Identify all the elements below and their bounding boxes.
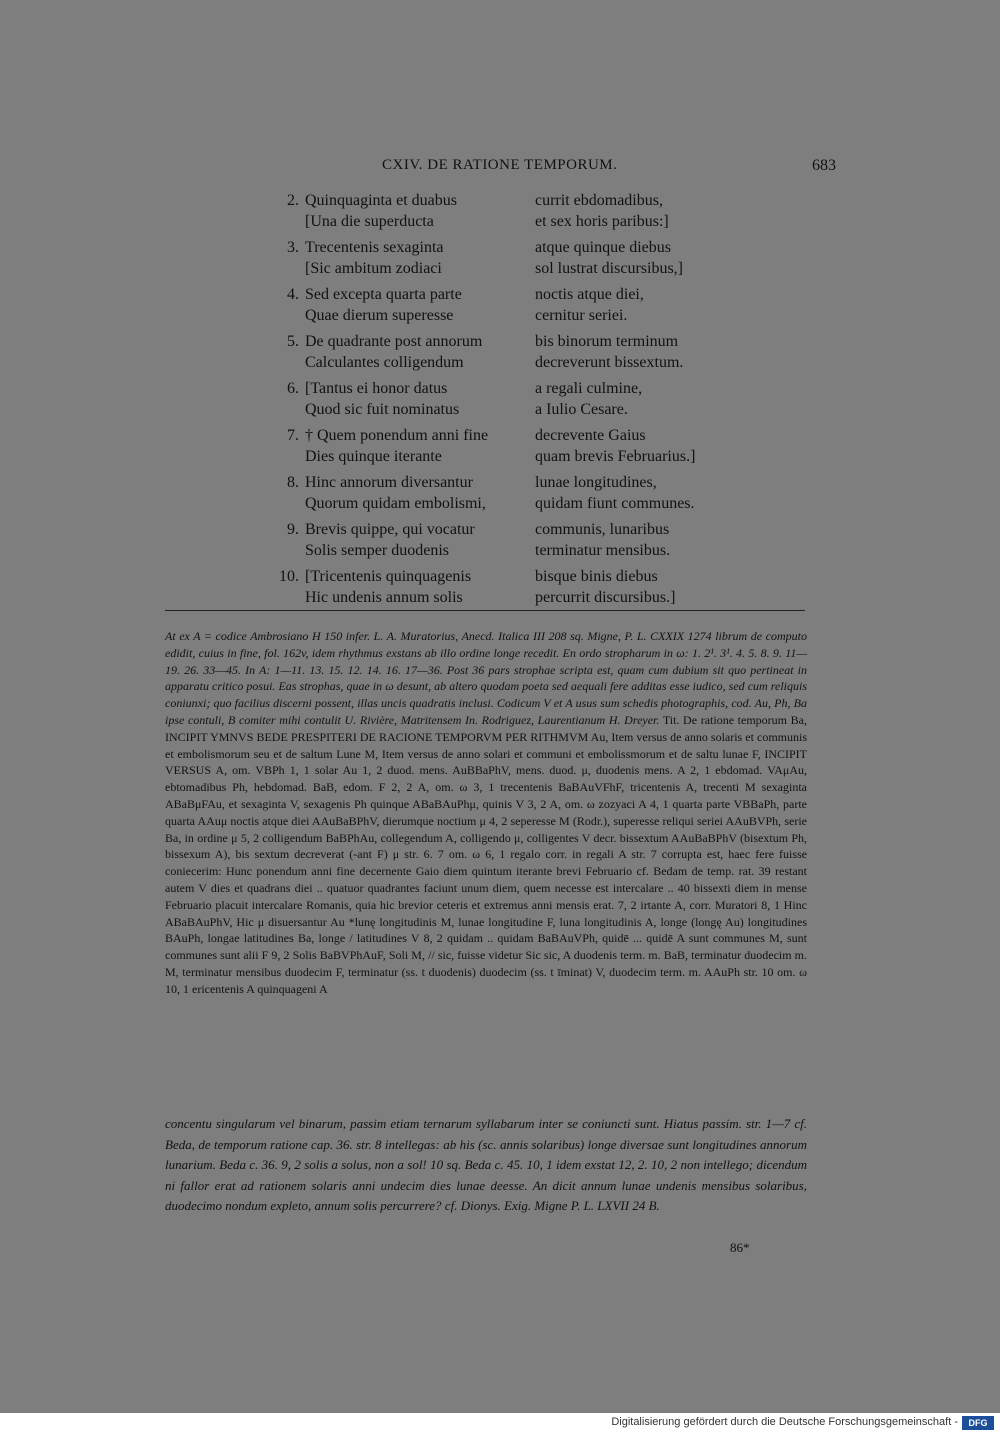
funding-credit: Digitalisierung gefördert durch die Deutsche Forschungsgemeinschaft - (611, 1416, 958, 1428)
page-running-title: CXIV. DE RATIONE TEMPORUM. (382, 157, 618, 173)
strophe-number: 6. (287, 380, 299, 397)
verse-line: noctis atque diei, (535, 286, 644, 303)
verse-line: sol lustrat discursibus,] (535, 260, 683, 277)
commentary-notes (165, 1114, 807, 1217)
verse-line: terminatur mensibus. (535, 542, 671, 559)
verse-line: Trecentenis sexaginta (305, 239, 444, 256)
commentary-text: concentu singularum vel binarum, passim etiam ternarum syllabarum inter se coniuncti sunt. Hiatus passim. str. 1—7 cf. Beda, de temporum ratione cap. 36. str. 8 intellegas: ab his (sc. annis solaribus) longe diversae sunt longitudines annorum lunarium. Beda c. 36. 9, 2 solis a solus, non a sol! 10 sq. Beda c. 45. 10, 1 idem exstat 12, 2. 10, 2 non intellego; dicendum ni fallor erat ad rationem solaris anni undecim dies lunae deesse. An dicit annum lunae undenis mensibus solaribus, duodecimo nondum expleto, annum solis percurrere? cf. Dionys. Exig. Migne P. L. LXVII 24 B. (165, 1116, 807, 1213)
strophe (250, 425, 770, 467)
strophe-number: 7. (287, 427, 299, 444)
strophe-number: 5. (287, 333, 299, 350)
page-number: 683 (812, 157, 836, 174)
strophe (250, 472, 770, 514)
footnote-divider (165, 610, 805, 611)
verse-line: communis, lunaribus (535, 521, 670, 538)
strophe-number: 2. (287, 192, 299, 209)
verse-line: bis binorum terminum (535, 333, 679, 350)
strophe (250, 566, 770, 608)
verse-line: † Quem ponendum anni fine (305, 427, 489, 444)
signature-mark: 86* (730, 1240, 750, 1255)
verse-line: percurrit discursibus.] (535, 589, 676, 606)
strophe (250, 331, 770, 373)
verse-line: quidam fiunt communes. (535, 495, 695, 512)
verse-line: [Sic ambitum zodiaci (305, 260, 442, 277)
apparatus-intro: At ex A = codice Ambrosiano H 150 infer. L. A. Muratorius, Anecd. Italica III 208 sq. Migne, P. L. CXXIX 1274 librum de computo edidit, cuius in fine, fol. 162v, idem rhythmus exstans ab illo ordine longe recedit. En ordo stropharum in ω: 1. 2¹. 3¹. 4. 5. 8. 9. 11—19. 26. 33—45. In A: 1—11. 13. 15. 12. 14. 16. 17—36. Post 36 pars strophae scripta est, quam cum dubium sit quo pertineat in apparatu critico posui. Eas strophas, quae in ω desunt, ab altero quodam poeta sed aequali fere additas esse iudico, sed cum reliquis coniunxi; quo facilius discerni possent, illas uncis quadratis inclusi. Codicum V et A usus sum schedis photographis, cod. Au, Ph, Ba ipse contuli, B comiter mihi contulit U. Rivière, Matritensem In. Rodriguez, Laurentianum H. Dreyer. (165, 629, 807, 727)
verse-line: Solis semper duodenis (305, 542, 449, 559)
strophe-number: 8. (287, 474, 299, 491)
verse-line: De quadrante post annorum (305, 333, 483, 350)
verse-line: Hic undenis annum solis (305, 589, 463, 606)
verse-line: a Iulio Cesare. (535, 401, 628, 418)
verse-line: [Tricentenis quinquagenis (305, 568, 472, 585)
verse-line: [Tantus ei honor datus (305, 380, 448, 397)
verse-line: Quod sic fuit nominatus (305, 401, 460, 418)
verse-line: lunae longitudines, (535, 474, 657, 491)
verse-line: et sex horis paribus:] (535, 213, 669, 230)
verse-line: Calculantes colligendum (305, 354, 464, 371)
strophe-number: 4. (287, 286, 299, 303)
verse-line: Quinquaginta et duabus (305, 192, 457, 209)
verse-line: cernitur seriei. (535, 307, 628, 324)
strophe (250, 284, 770, 326)
verse-line: decrevente Gaius (535, 427, 646, 444)
strophe-number: 9. (287, 521, 299, 538)
critical-apparatus (165, 628, 807, 998)
apparatus-notes: Tit. De ratione temporum Ba, INCIPIT YMNVS BEDE PRESPITERI DE RACIONE TEMPORVM PER RITHMVM Au, Item versus de anno solaris et communis et embolismorum seu et de saltum Lune M, Item versus de anno solari et communi et embolissmorum et de saltu lunae F, INCIPIT VERSUS A, om. VBPh 1, 1 solar Au 1, 2 duod. mens. AuBBaPhV, mens. duod. μ, duodenis mens. A 2, 1 ebdomad. VAμAu, ebtomadibus Ph, hebdomad. BaB, edom. F 2, 2 A, om. ω 3, 1 trecentenis BaBAuVFhF, tricentenis A, trecenti M sexaginta ABaBμFAu, et sexaginta V, sexagenis Ph quinque ABaBAuPhμ, quinis V 3, 2 A, om. ω zozyaci A 4, 1 quarta parte VBBaPh, parte quarta AAuμ noctis atque diei AAuBaBPhV, dierumque noctium μ 4, 2 seperesse M (Rodr.), superesse reliqui seriei AAuBVPh, serie Ba, in ordine μ 5, 2 colligendum BaBPhAu, collegendum A, colligendo μ, colligentes V decr. bissextum AAuBaBPhV (bisextum Ph, bissexum A), bis sextum decreverat (-ant F) μ str. 6. 7 om. ω 6, 1 regalo corr. in regali A str. 7 corrupta est, haec fere fuisse coniecerim: Hunc ponendum anni fine decernente Gaio diem quintum iterante brevi Februario cf. Bedam de temp. rat. 39 restant autem V dies et quadrans diei .. quatuor quadrantes faciunt unum diem, quem necesse est intercalare .. 40 bissexti diem in mense Februario placuit intercalare Romanis, quia hic brevior ceteris et extremus anni mensis erat. 7, 2 irtante A, corr. Muratori 8, 1 Hinc ABaBAuPhV, Hic μ disuersantur Au *lunę longitudinis M, lunae longitudine F, luna longitudinis A, longe (longę Au) longitudines BAuPh, longae latitudines Ba, longe / latitudines V 8, 2 quidam .. quidam BaBAuVPh, quidē ... quidē A sunt communes M, sunt communes sunt alii F 9, 2 Solis BaBVPhAuF, Soli M, // sic, fuisse videtur Sic sic, A duodenis term. m. BaB, terminatur duodecim m. M, terminatur mensibus duodecim F, terminatur (ss. t duodenis) duodecim (ss. t īminat) V, duodecim term. m. AAuPh str. 10 om. ω 10, 1 ericentenis A quinquageni A (165, 712, 807, 996)
verse-line: currit ebdomadibus, (535, 192, 663, 209)
strophe (250, 519, 770, 561)
strophe (250, 190, 770, 232)
strophe-number: 3. (287, 239, 299, 256)
verse-line: a regali culmine, (535, 380, 643, 397)
verse-line: Quorum quidam embolismi, (305, 495, 486, 512)
poem-verses (250, 190, 770, 613)
dfg-logo: DFG (962, 1416, 994, 1430)
verse-line: bisque binis diebus (535, 568, 658, 585)
strophe (250, 378, 770, 420)
strophe-number: 10. (279, 568, 299, 585)
verse-line: Hinc annorum diversantur (305, 474, 473, 491)
strophe (250, 237, 770, 279)
verse-line: decreverunt bissextum. (535, 354, 684, 371)
verse-line: quam brevis Februarius.] (535, 448, 696, 465)
verse-line: Dies quinque iterante (305, 448, 442, 465)
verse-line: Quae dierum superesse (305, 307, 454, 324)
verse-line: atque quinque diebus (535, 239, 671, 256)
verse-line: Sed excepta quarta parte (305, 286, 462, 303)
verse-line: Brevis quippe, qui vocatur (305, 521, 475, 538)
footer-bar (0, 1413, 1000, 1434)
verse-line: [Una die superducta (305, 213, 434, 230)
